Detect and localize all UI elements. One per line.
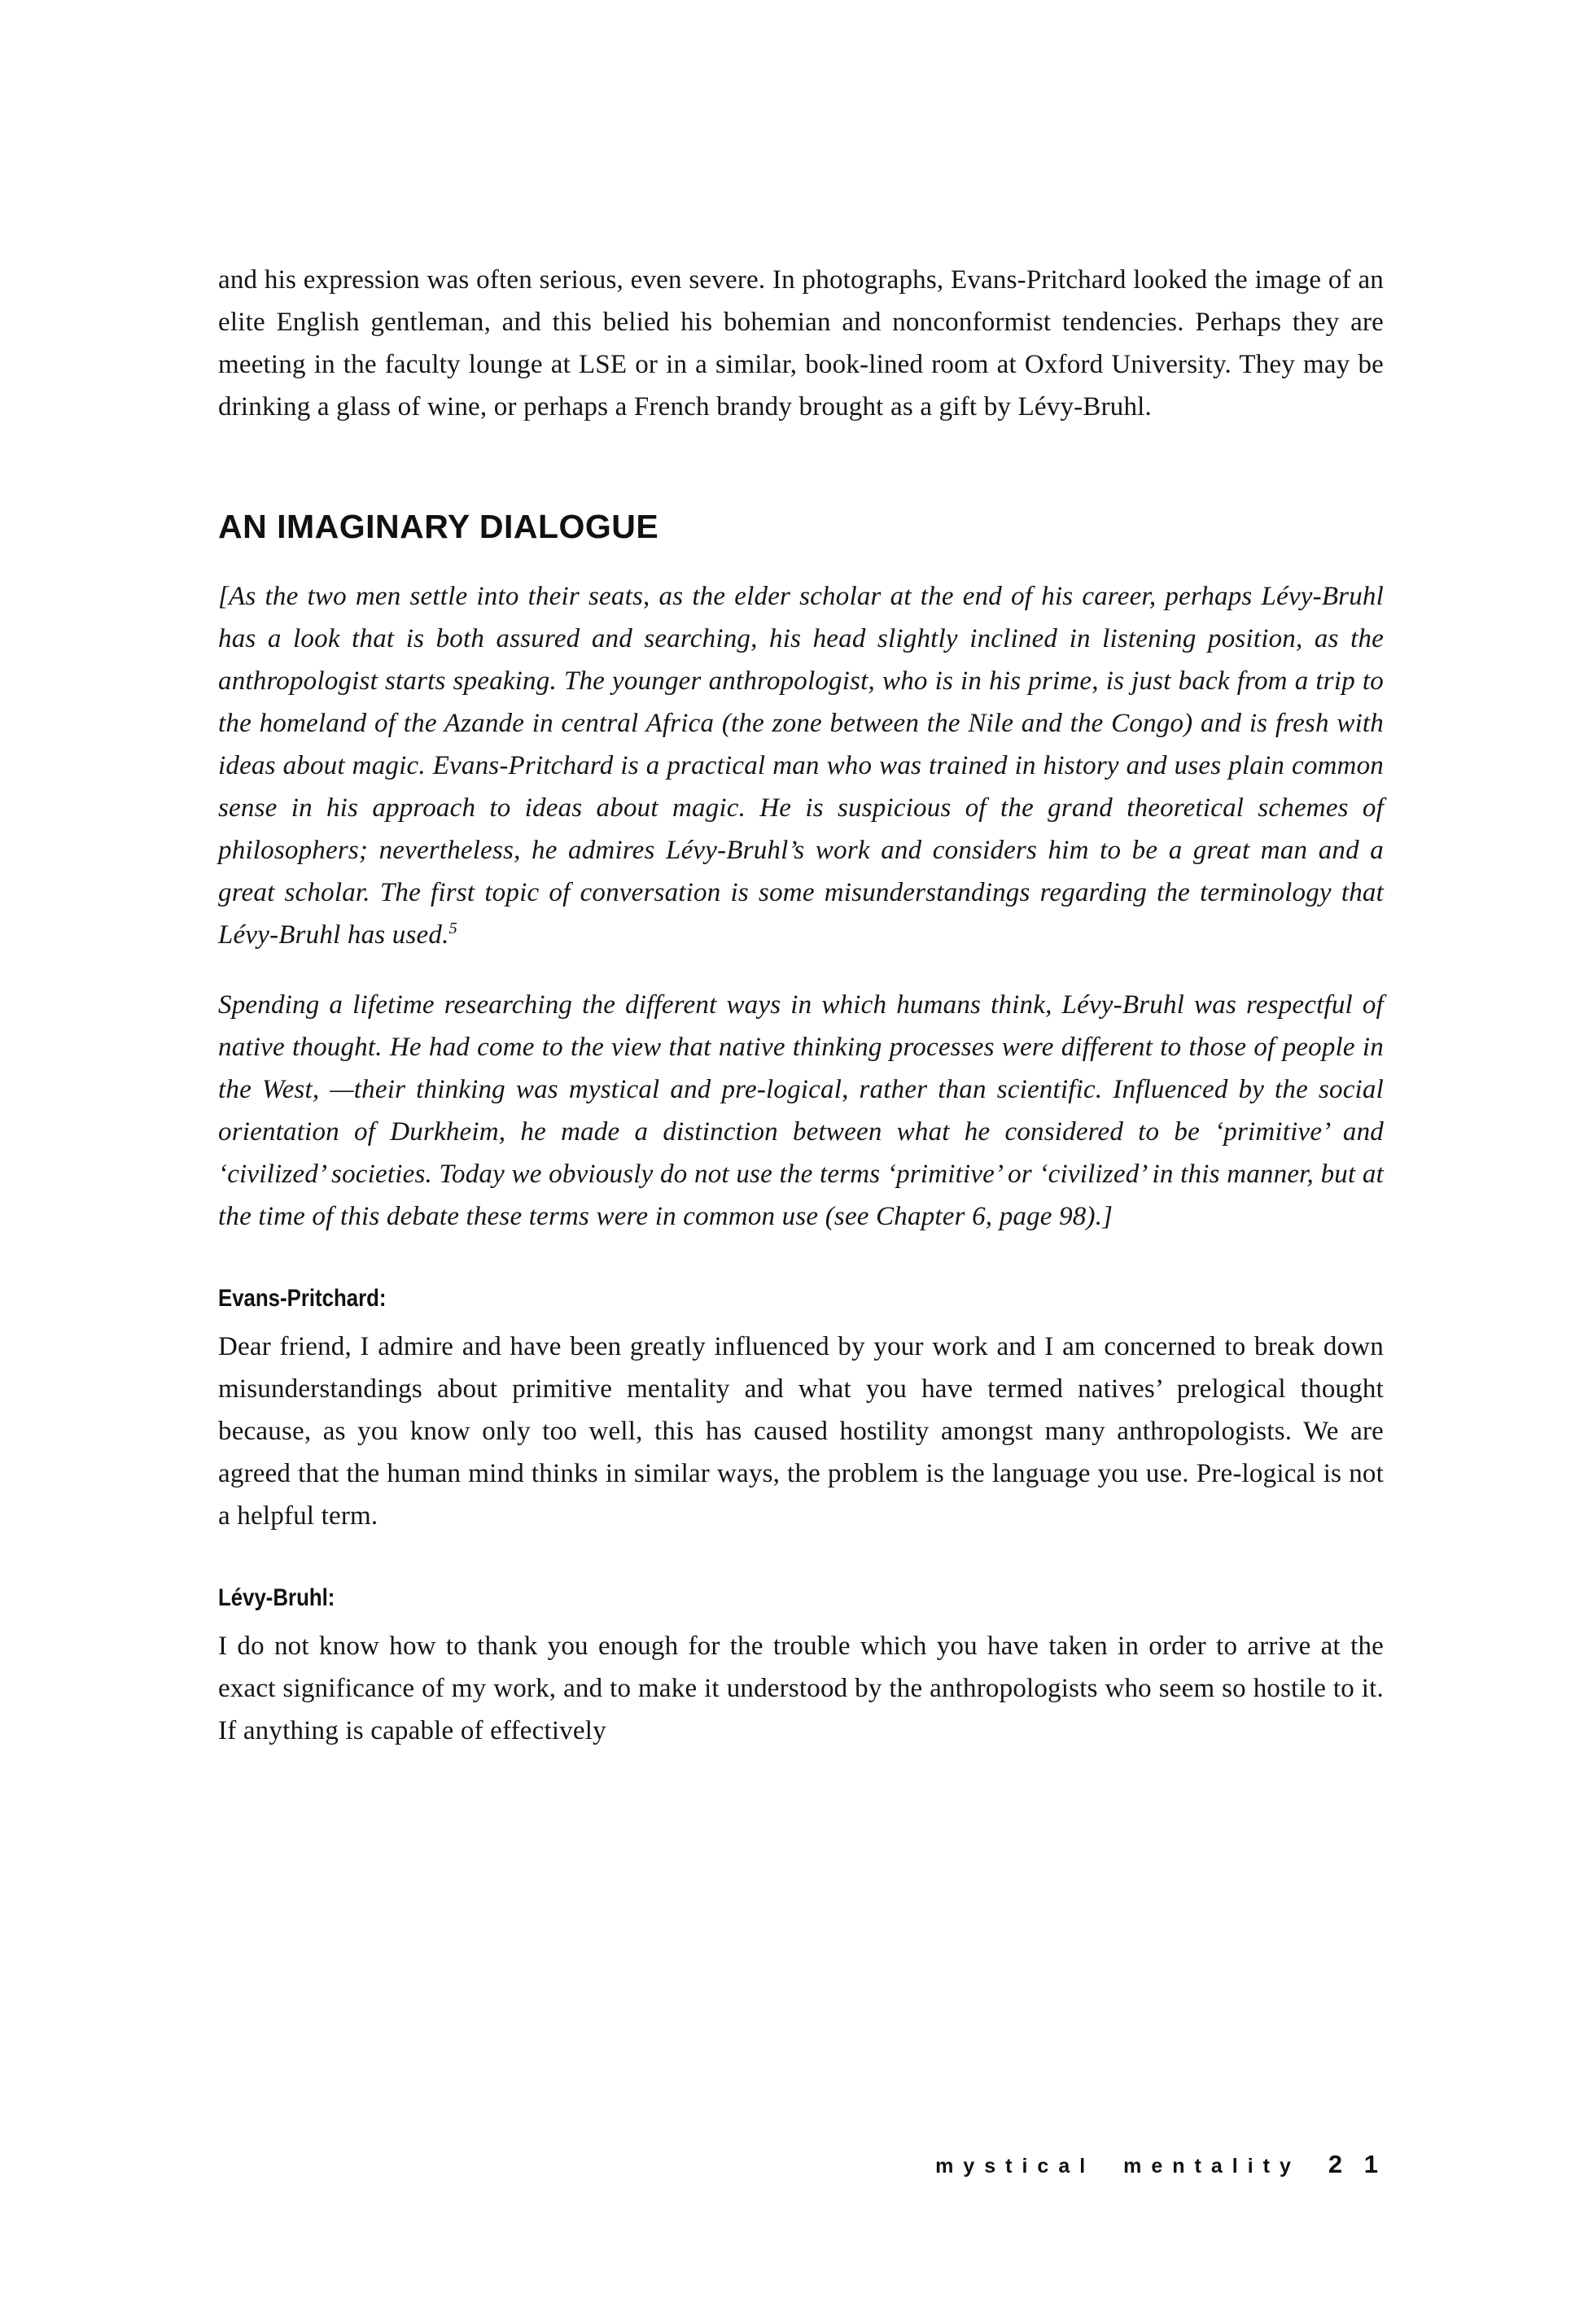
stage-direction-paragraph-1: [218, 575, 1384, 956]
stage-direction-1-text: [As the two men settle into their seats, as the elder scholar at the end of his career, perhaps Lévy-Bruhl has a look that is both assured and searching, his head slightly inclined in listening position, as the anthropologist starts speaking. The younger anthropologist, who is in his prime, is just back from a trip to the homeland of the Azande in central Africa (the zone between the Nile and the Congo) and is fresh with ideas about magic. Evans-Pritchard is a practical man who was trained in history and uses plain common sense in his approach to ideas about magic. He is suspicious of the grand theoretical schemes of philosophers; nevertheless, he admires Lévy-Bruhl’s work and considers him to be a great man and a great scholar. The first topic of conversation is some misunderstandings regarding the terminology that Lévy-Bruhl has used.: [218, 582, 1384, 950]
intro-paragraph: and his expression was often serious, even severe. In photographs, Evans-Pritchard looked the image of an elite English gentleman, and this belied his bohemian and nonconformist tendencies. Perhaps they are meeting in the faculty lounge at LSE or in a similar, book-lined room at Oxford University. They may be drinking a glass of wine, or perhaps a French brandy brought as a gift by Lévy-Bruhl.: [218, 265, 1384, 422]
page-footer: [935, 2150, 1385, 2179]
section-heading: AN IMAGINARY DIALOGUE: [218, 508, 659, 545]
dialogue-paragraph-evans-pritchard: Dear friend, I admire and have been greatly influenced by your work and I am concerned to break down misunderstandings about primitive mentality and what you have termed natives’ prelogical thought because, as you know only too well, this has caused hostility amongst many anthropologists. We are agreed that the human mind thinks in similar ways, the problem is the language you use. Pre-logical is not a helpful term.: [218, 1332, 1384, 1531]
footnote-marker: 5: [448, 920, 457, 937]
speaker-label-levy-bruhl: Lévy-Bruhl:: [218, 1584, 335, 1611]
running-title: mystical mentality: [935, 2155, 1301, 2178]
page-number: 2 1: [1328, 2150, 1385, 2178]
speaker-label-evans-pritchard: Evans-Pritchard:: [218, 1285, 387, 1312]
text-block: [218, 259, 1384, 1788]
dialogue-paragraph-levy-bruhl: I do not know how to thank you enough for the trouble which you have taken in order to arrive at the exact significance of my work, and to make it understood by the anthropologists who seem so hostile to it. If anything is capable of effectively: [218, 1632, 1384, 1745]
stage-direction-paragraph-2: Spending a lifetime researching the different ways in which humans think, Lévy-Bruhl was respectful of native thought. He had come to the view that native thinking processes were different to those of people in the West, —their thinking was mystical and pre-logical, rather than scientific. Influenced by the social orientation of Durkheim, he made a distinction between what he considered to be ‘primitive’ and ‘civilized’ societies. Today we obviously do not use the terms ‘primitive’ or ‘civilized’ in this manner, but at the time of this debate these terms were in common use (see Chapter 6, page 98).]: [218, 990, 1384, 1231]
